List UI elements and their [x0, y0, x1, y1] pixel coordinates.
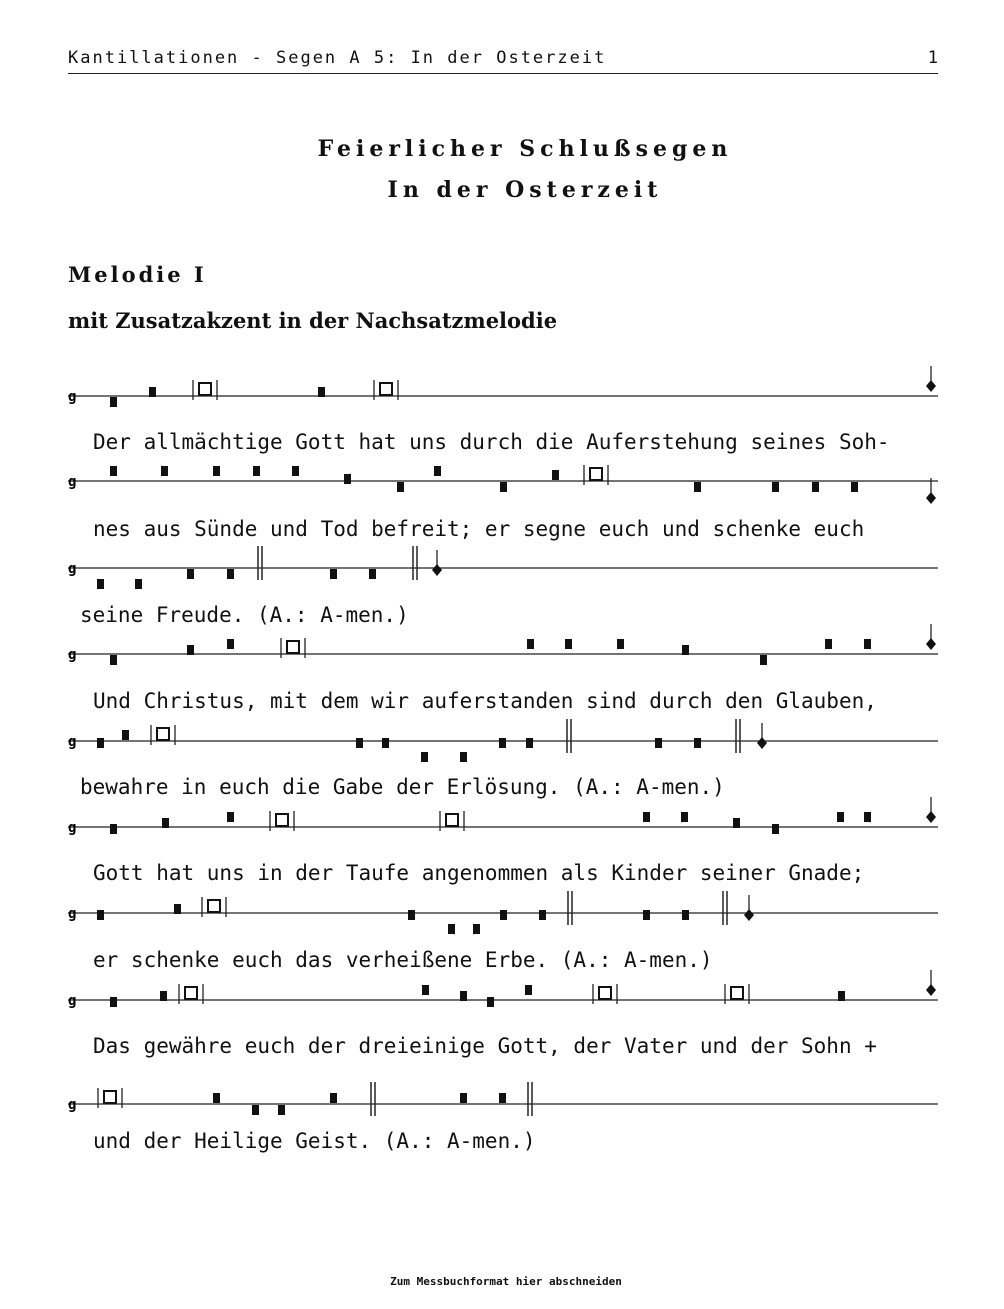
note [162, 818, 169, 828]
note [174, 904, 181, 914]
note [187, 569, 194, 579]
note [110, 997, 117, 1007]
note [448, 924, 455, 934]
hollow-note [380, 383, 392, 395]
note [552, 470, 559, 480]
note [643, 910, 650, 920]
note [526, 738, 533, 748]
note [812, 482, 819, 492]
hollow-note [185, 987, 197, 999]
note [772, 824, 779, 834]
note [110, 824, 117, 834]
note [318, 387, 325, 397]
melody-heading: Melodie I [68, 262, 207, 287]
final-note [757, 737, 767, 749]
note [499, 738, 506, 748]
final-note [926, 811, 936, 823]
note [527, 639, 534, 649]
lyric-line-5: bewahre in euch die Gabe der Erlösung. (A.: A-men.) [80, 775, 725, 799]
note [760, 655, 767, 665]
note [694, 738, 701, 748]
note [681, 812, 688, 822]
final-note [744, 909, 754, 921]
note [227, 569, 234, 579]
note [369, 569, 376, 579]
clef-symbol: g [68, 474, 77, 490]
note [278, 1105, 285, 1115]
hollow-note [104, 1091, 116, 1103]
note [473, 924, 480, 934]
note [253, 466, 260, 476]
note [434, 466, 441, 476]
note [110, 397, 117, 407]
page-subtitle: In der Osterzeit [387, 177, 663, 203]
hollow-note [590, 468, 602, 480]
note [525, 985, 532, 995]
note [864, 812, 871, 822]
note [500, 482, 507, 492]
clef-symbol: g [68, 906, 77, 922]
hollow-note [731, 987, 743, 999]
cut-note: Zum Messbuchformat hier abschneiden [390, 1275, 622, 1288]
page-title: Feierlicher Schlußsegen [317, 136, 733, 162]
note [851, 482, 858, 492]
note [149, 387, 156, 397]
note [292, 466, 299, 476]
note [213, 1093, 220, 1103]
lyric-line-6: Gott hat uns in der Taufe angenommen als Kinder seiner Gnade; [93, 861, 865, 885]
note [733, 818, 740, 828]
clef-symbol: g [68, 1097, 77, 1113]
note [397, 482, 404, 492]
note [500, 910, 507, 920]
lyric-line-2: nes aus Sünde und Tod befreit; er segne euch und schenke euch [93, 517, 865, 541]
final-note [926, 984, 936, 996]
note [487, 997, 494, 1007]
note [617, 639, 624, 649]
final-note [926, 492, 936, 504]
note [227, 812, 234, 822]
note [682, 645, 689, 655]
lyric-line-7: er schenke euch das verheißene Erbe. (A.: A-men.) [93, 948, 713, 972]
note [837, 812, 844, 822]
note [122, 730, 129, 740]
note [187, 645, 194, 655]
final-note [432, 564, 442, 576]
note [110, 655, 117, 665]
note [382, 738, 389, 748]
note [694, 482, 701, 492]
page-number: 1 [927, 48, 938, 68]
lyric-line-9: und der Heilige Geist. (A.: A-men.) [93, 1129, 536, 1153]
clef-symbol: g [68, 993, 77, 1009]
note [539, 910, 546, 920]
note [499, 1093, 506, 1103]
clef-symbol: g [68, 820, 77, 836]
hollow-note [208, 900, 220, 912]
hollow-note [157, 728, 169, 740]
lyric-line-3: seine Freude. (A.: A-men.) [80, 603, 409, 627]
note [682, 910, 689, 920]
note [252, 1105, 259, 1115]
note [356, 738, 363, 748]
note [460, 752, 467, 762]
note [161, 466, 168, 476]
hollow-note [287, 641, 299, 653]
clef-symbol: g [68, 389, 77, 405]
note [135, 579, 142, 589]
note [110, 466, 117, 476]
note [330, 569, 337, 579]
final-note [926, 380, 936, 392]
note [227, 639, 234, 649]
note [825, 639, 832, 649]
melody-subheading: mit Zusatzakzent in der Nachsatzmelodie [68, 308, 558, 333]
note [160, 991, 167, 1001]
lyric-line-4: Und Christus, mit dem wir auferstanden sind durch den Glauben, [93, 689, 877, 713]
clef-symbol: g [68, 647, 77, 663]
note [864, 639, 871, 649]
hollow-note [199, 383, 211, 395]
note [97, 910, 104, 920]
clef-symbol: g [68, 734, 77, 750]
note [643, 812, 650, 822]
note [460, 991, 467, 1001]
note [422, 985, 429, 995]
note [838, 991, 845, 1001]
note [97, 579, 104, 589]
note [330, 1093, 337, 1103]
note [772, 482, 779, 492]
final-note [926, 638, 936, 650]
note [565, 639, 572, 649]
note [97, 738, 104, 748]
note [655, 738, 662, 748]
lyric-line-8: Das gewähre euch der dreieinige Gott, der Vater und der Sohn + [93, 1034, 877, 1058]
note [213, 466, 220, 476]
hollow-note [599, 987, 611, 999]
note [421, 752, 428, 762]
hollow-note [446, 814, 458, 826]
note [408, 910, 415, 920]
clef-symbol: g [68, 561, 77, 577]
note [344, 474, 351, 484]
running-header: Kantillationen - Segen A 5: In der Osterzeit [68, 48, 607, 68]
lyric-line-1: Der allmächtige Gott hat uns durch die Auferstehung seines Soh- [93, 430, 890, 454]
note [460, 1093, 467, 1103]
hollow-note [276, 814, 288, 826]
